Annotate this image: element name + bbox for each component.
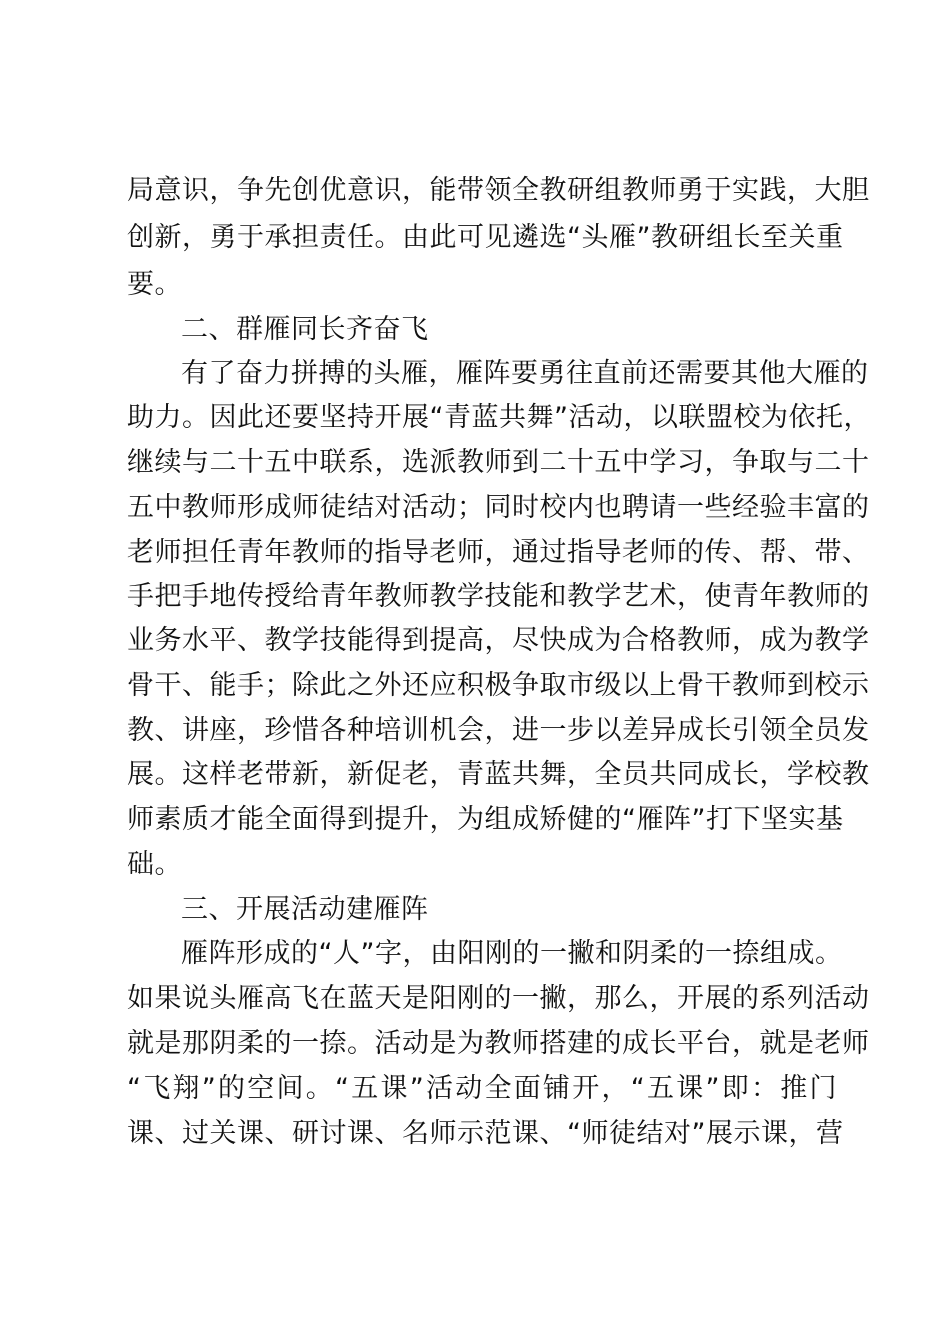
- paragraph-line: 老师担任青年教师的指导老师，通过指导老师的传、帮、带、: [127, 537, 870, 568]
- paragraph-line: 如果说头雁高飞在蓝天是阳刚的一撇，那么，开展的系列活动: [127, 983, 870, 1014]
- paragraph-line: 要。: [127, 269, 182, 300]
- paragraph-line: 创新，勇于承担责任。由此可见遴选“头雁”教研组长至关重: [127, 222, 844, 253]
- paragraph-line: 继续与二十五中联系，选派教师到二十五中学习，争取与二十: [127, 447, 870, 478]
- paragraph-line: 就是那阴柔的一捺。活动是为教师搭建的成长平台，就是老师: [127, 1028, 870, 1059]
- paragraph-line: 雁阵形成的“人”字，由阳刚的一撇和阴柔的一捺组成。: [181, 938, 843, 969]
- paragraph-line: “飞翔”的空间。“五课”活动全面铺开，“五课”即：推门: [127, 1073, 837, 1104]
- paragraph-line: 教、讲座，珍惜各种培训机会，进一步以差异成长引领全员发: [127, 715, 870, 746]
- paragraph-line: 础。: [127, 849, 182, 880]
- paragraph-line: 手把手地传授给青年教师教学技能和教学艺术，使青年教师的: [127, 581, 870, 612]
- paragraph-line: 助力。因此还要坚持开展“青蓝共舞”活动，以联盟校为依托，: [127, 402, 871, 433]
- paragraph-line: 骨干、能手；除此之外还应积极争取市级以上骨干教师到校示: [127, 670, 870, 701]
- section-heading: 三、开展活动建雁阵: [181, 894, 429, 925]
- paragraph-line: 展。这样老带新，新促老，青蓝共舞，全员共同成长，学校教: [127, 759, 870, 790]
- paragraph-line: 局意识，争先创优意识，能带领全教研组教师勇于实践，大胆: [127, 175, 870, 206]
- section-heading: 二、群雁同长齐奋飞: [181, 314, 429, 345]
- paragraph-line: 业务水平、教学技能得到提高，尽快成为合格教师，成为教学: [127, 625, 870, 656]
- paragraph-line: 师素质才能全面得到提升，为组成矫健的“雁阵”打下坚实基: [127, 804, 844, 835]
- paragraph-line: 五中教师形成师徒结对活动；同时校内也聘请一些经验丰富的: [127, 492, 870, 523]
- paragraph-line: 课、过关课、研讨课、名师示范课、“师徒结对”展示课，营: [127, 1118, 844, 1149]
- paragraph-line: 有了奋力拼搏的头雁，雁阵要勇往直前还需要其他大雁的: [181, 358, 869, 389]
